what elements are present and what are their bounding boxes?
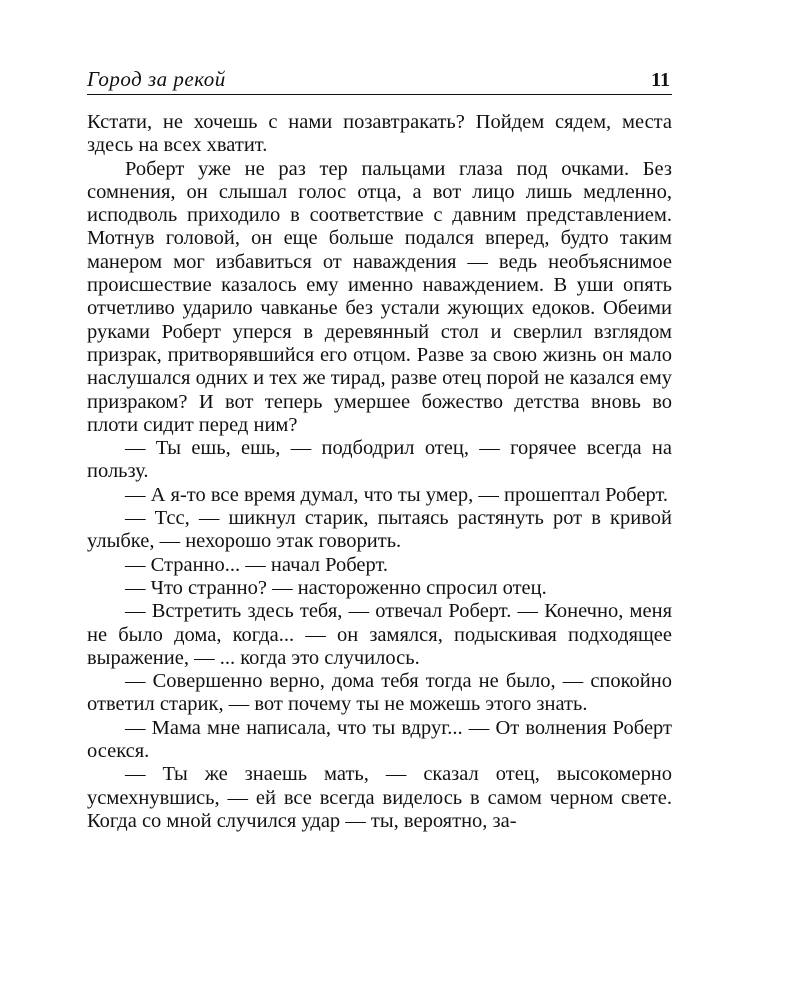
- book-page: [87, 62, 672, 833]
- dialogue-paragraph: — Встретить здесь тебя, — отвечал Роберт. — Конечно, меня не было дома, когда... — он замялся, подыскивая подходящее выражение, — ... когда это случилось.: [87, 600, 672, 669]
- dialogue-paragraph: — Совершенно верно, дома тебя тогда не было, — спокойно ответил старик, — вот почему ты не можешь этого знать.: [87, 670, 672, 716]
- dialogue-paragraph: — А я-то все время думал, что ты умер, — прошептал Роберт.: [125, 483, 669, 506]
- running-title: Город за рекой: [87, 67, 226, 91]
- dialogue-paragraph: — Что странно? — настороженно спросил отец.: [125, 576, 547, 599]
- body-text: [87, 111, 672, 833]
- dialogue-paragraph: — Странно... — начал Роберт.: [125, 553, 389, 576]
- dialogue-paragraph: — Ты же знаешь мать, — сказал отец, высокомерно усмехнувшись, — ей все всегда виделось в самом черном свете. Когда со мной случился удар — ты, вероятно, за-: [87, 763, 672, 832]
- running-head: [87, 62, 672, 95]
- dialogue-paragraph: — Тсс, — шикнул старик, пытаясь растянуть рот в кривой улыбке, — нехорошо этак говорить.: [87, 507, 672, 553]
- dialogue-paragraph: — Мама мне написала, что ты вдруг... — От волнения Роберт осекся.: [87, 716, 672, 763]
- dialogue-paragraph: — Ты ешь, ешь, — подбодрил отец, — горячее всегда на пользу.: [87, 437, 672, 483]
- paragraph: Кстати, не хочешь с нами позавтракать? Пойдем сядем, места здесь на всех хватит.: [87, 111, 672, 157]
- paragraph: Роберт уже не раз тер пальцами глаза под очками. Без сомнения, он слышал голос отца, а вот лицо лишь медленно, исподволь приходило в соответствие с давним представлением. Мотнув головой, он еще больше подался вперед, будто таким манером мог избавиться от наваждения — ведь необъяснимое происшествие казалось ему именно наваждением. В уши опять отчетливо ударило чавканье без устали жующих едоков. Обеими руками Роберт уперся в деревянный стол и сверлил взглядом призрак, притворявшийся его отцом. Разве за свою жизнь он мало наслушался одних и тех же тирад, разве отец порой не казался ему призраком? И вот теперь умершее божество детства вновь во плоти сидит перед ним?: [87, 157, 672, 436]
- page-number: 11: [651, 69, 670, 91]
